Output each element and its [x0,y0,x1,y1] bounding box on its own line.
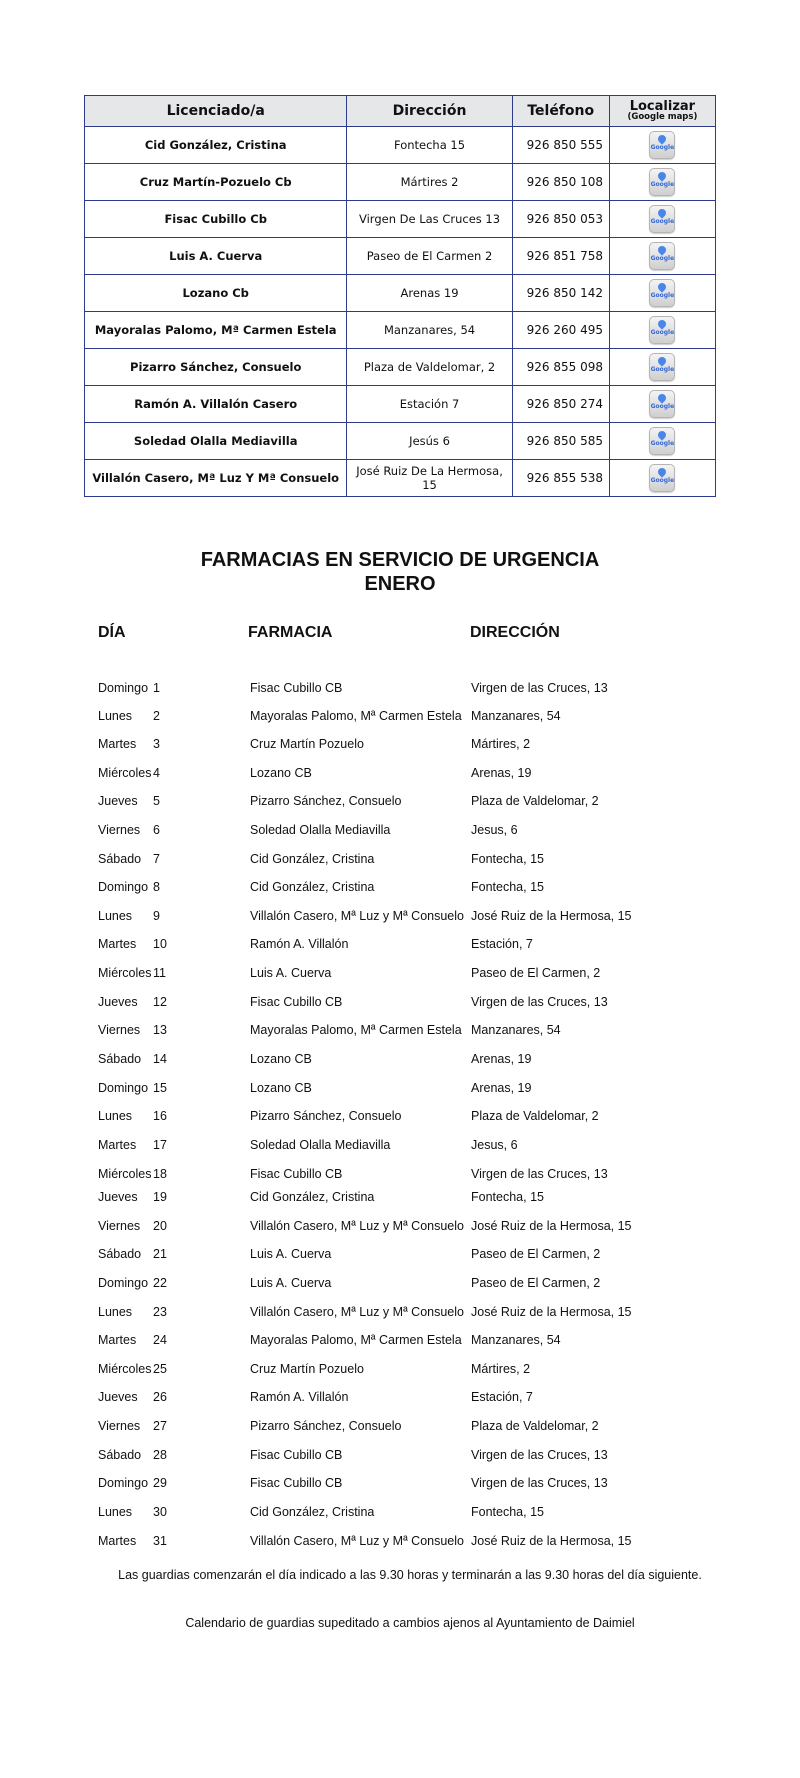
schedule-date: 28 [153,1448,167,1462]
schedule-row [0,823,800,843]
schedule-row [0,1052,800,1072]
schedule-day: Sábado [98,1052,142,1066]
schedule-row [0,1476,800,1496]
schedule-pharmacy: Mayoralas Palomo, Mª Carmen Estela [250,1333,462,1347]
schedule-pharmacy: Fisac Cubillo CB [250,681,343,695]
schedule-day: Miércoles [98,1362,152,1376]
schedule-pharmacy: Cid González, Cristina [250,1190,375,1204]
schedule-address: Manzanares, 54 [471,709,561,723]
schedule-address: Arenas, 19 [471,1052,532,1066]
schedule-day: Miércoles [98,966,152,980]
schedule-day: Lunes [98,1305,133,1319]
pharmacy-phone: 926 855 538 [512,460,609,497]
pharmacy-phone: 926 855 098 [512,349,609,386]
schedule-day: Miércoles [98,1167,152,1181]
schedule-date: 22 [153,1276,167,1290]
schedule-date: 30 [153,1505,167,1519]
schedule-row [0,1505,800,1525]
schedule-day: Domingo [98,1276,149,1290]
schedule-date: 5 [153,794,160,808]
pharmacy-phone: 926 850 108 [512,164,609,201]
pharmacy-phone: 926 850 555 [512,127,609,164]
schedule-address: Paseo de El Carmen, 2 [471,1276,601,1290]
schedule-address: Fontecha, 15 [471,1505,544,1519]
schedule-row [0,794,800,814]
schedule-row [0,1023,800,1043]
schedule-row [0,1109,800,1129]
schedule-date: 7 [153,852,160,866]
header-localizar-sub: (Google maps) [627,112,698,122]
schedule-pharmacy: Villalón Casero, Mª Luz y Mª Consuelo [250,909,464,923]
pharmacy-phone: 926 850 274 [512,386,609,423]
pharmacy-address: Plaza de Valdelomar, 2 [347,349,512,386]
schedule-title: FARMACIAS EN SERVICIO DE URGENCIA [200,549,600,571]
pharmacist-name: Lozano Cb [85,275,347,312]
pharmacy-phone: 926 260 495 [512,312,609,349]
schedule-day: Martes [98,1534,137,1548]
schedule-row [0,1081,800,1101]
schedule-date: 1 [153,681,160,695]
schedule-pharmacy: Cruz Martín Pozuelo [250,1362,364,1376]
schedule-address: Arenas, 19 [471,766,532,780]
schedule-day: Jueves [98,1390,138,1404]
pharmacy-address: Virgen De Las Cruces 13 [347,201,512,238]
schedule-address: Plaza de Valdelomar, 2 [471,1419,599,1433]
schedule-date: 15 [153,1081,167,1095]
schedule-pharmacy: Ramón A. Villalón [250,937,349,951]
schedule-date: 18 [153,1167,167,1181]
pharmacist-name: Cruz Martín-Pozuelo Cb [85,164,347,201]
schedule-pharmacy: Soledad Olalla Mediavilla [250,1138,391,1152]
pharmacist-name: Soledad Olalla Mediavilla [85,423,347,460]
calendario-note: Calendario de guardias supeditado a cambios ajenos al Ayuntamiento de Daimiel [185,1616,635,1630]
schedule-pharmacy: Lozano CB [250,1081,312,1095]
header-licenciado: Licenciado/a [85,96,347,127]
schedule-address: Mártires, 2 [471,737,531,751]
schedule-pharmacy: Fisac Cubillo CB [250,995,343,1009]
google-icon-label: Google [650,181,675,188]
column-header-dia: DÍA [98,624,126,641]
schedule-pharmacy: Fisac Cubillo CB [250,1167,343,1181]
pharmacy-phone: 926 850 053 [512,201,609,238]
schedule-address: Manzanares, 54 [471,1023,561,1037]
column-header-farmacia: FARMACIA [248,624,333,641]
schedule-date: 8 [153,880,160,894]
schedule-day: Viernes [98,1419,141,1433]
schedule-address: Paseo de El Carmen, 2 [471,966,601,980]
schedule-row [0,1390,800,1410]
pharmacy-address: Jesús 6 [347,423,512,460]
schedule-date: 20 [153,1219,167,1233]
google-icon-label: Google [650,440,675,447]
schedule-date: 16 [153,1109,167,1123]
pharmacist-name: Pizarro Sánchez, Consuelo [85,349,347,386]
schedule-month: ENERO [364,573,436,595]
schedule-pharmacy: Pizarro Sánchez, Consuelo [250,1109,402,1123]
pharmacist-name: Cid González, Cristina [85,127,347,164]
schedule-date: 13 [153,1023,167,1037]
schedule-day: Miércoles [98,766,152,780]
schedule-pharmacy: Soledad Olalla Mediavilla [250,823,391,837]
schedule-date: 17 [153,1138,167,1152]
schedule-date: 27 [153,1419,167,1433]
schedule-row [0,709,800,729]
schedule-row [0,966,800,986]
schedule-address: Paseo de El Carmen, 2 [471,1247,601,1261]
schedule-day: Viernes [98,823,141,837]
pharmacy-address: Estación 7 [347,386,512,423]
schedule-address: Virgen de las Cruces, 13 [471,1167,608,1181]
schedule-address: Estación, 7 [471,1390,533,1404]
schedule-day: Domingo [98,681,149,695]
schedule-date: 21 [153,1247,167,1261]
schedule-address: Fontecha, 15 [471,852,544,866]
schedule-address: José Ruiz de la Hermosa, 15 [471,1305,632,1319]
schedule-pharmacy: Cid González, Cristina [250,852,375,866]
schedule-pharmacy: Pizarro Sánchez, Consuelo [250,1419,402,1433]
pharmacy-address: Fontecha 15 [347,127,512,164]
schedule-day: Jueves [98,995,138,1009]
schedule-date: 25 [153,1362,167,1376]
schedule-address: Estación, 7 [471,937,533,951]
google-icon-label: Google [650,366,675,373]
schedule-day: Jueves [98,1190,138,1204]
schedule-address: José Ruiz de la Hermosa, 15 [471,1219,632,1233]
schedule-pharmacy: Villalón Casero, Mª Luz y Mª Consuelo [250,1534,464,1548]
schedule-address: Manzanares, 54 [471,1333,561,1347]
schedule-date: 9 [153,909,160,923]
schedule-row [0,1138,800,1158]
schedule-row [0,681,800,701]
schedule-date: 26 [153,1390,167,1404]
header-telefono: Teléfono [512,96,609,127]
column-header-direccion: DIRECCIÓN [470,624,560,641]
schedule-address: Virgen de las Cruces, 13 [471,1476,608,1490]
pharmacy-phone: 926 850 585 [512,423,609,460]
schedule-pharmacy: Fisac Cubillo CB [250,1448,343,1462]
schedule-day: Sábado [98,852,142,866]
schedule-address: Jesus, 6 [471,823,518,837]
schedule-row [0,1534,800,1554]
schedule-day: Martes [98,1333,137,1347]
pharmacist-name: Mayoralas Palomo, Mª Carmen Estela [85,312,347,349]
schedule-row [0,1333,800,1353]
schedule-day: Viernes [98,1219,141,1233]
schedule-address: Jesus, 6 [471,1138,518,1152]
schedule-row [0,880,800,900]
schedule-pharmacy: Luis A. Cuerva [250,966,332,980]
schedule-pharmacy: Luis A. Cuerva [250,1276,332,1290]
schedule-address: Fontecha, 15 [471,1190,544,1204]
google-icon-label: Google [650,144,675,151]
schedule-pharmacy: Ramón A. Villalón [250,1390,349,1404]
schedule-day: Jueves [98,794,138,808]
schedule-pharmacy: Luis A. Cuerva [250,1247,332,1261]
schedule-row [0,1305,800,1325]
schedule-pharmacy: Mayoralas Palomo, Mª Carmen Estela [250,709,462,723]
schedule-row [0,1247,800,1267]
schedule-day: Martes [98,1138,137,1152]
pharmacist-name: Fisac Cubillo Cb [85,201,347,238]
schedule-address: José Ruiz de la Hermosa, 15 [471,909,632,923]
google-icon-label: Google [650,477,675,484]
schedule-row [0,1167,800,1187]
schedule-date: 11 [153,966,166,980]
schedule-row [0,852,800,872]
schedule-date: 19 [153,1190,167,1204]
schedule-date: 29 [153,1476,167,1490]
pharmacy-phone: 926 850 142 [512,275,609,312]
schedule-pharmacy: Cruz Martín Pozuelo [250,737,364,751]
schedule-address: Virgen de las Cruces, 13 [471,681,608,695]
schedule-day: Lunes [98,909,133,923]
schedule-date: 24 [153,1333,167,1347]
schedule-pharmacy: Pizarro Sánchez, Consuelo [250,794,402,808]
schedule-row [0,909,800,929]
schedule-address: Virgen de las Cruces, 13 [471,1448,608,1462]
pharmacy-address: Mártires 2 [347,164,512,201]
pharmacy-address: Paseo de El Carmen 2 [347,238,512,275]
schedule-day: Viernes [98,1023,141,1037]
schedule-address: Virgen de las Cruces, 13 [471,995,608,1009]
schedule-address: José Ruiz de la Hermosa, 15 [471,1534,632,1548]
header-localizar-label: Localizar [629,99,696,114]
schedule-row [0,1190,800,1210]
google-icon-label: Google [650,218,675,225]
schedule-date: 23 [153,1305,167,1319]
schedule-pharmacy: Lozano CB [250,766,312,780]
schedule-row [0,766,800,786]
schedule-address: Fontecha, 15 [471,880,544,894]
schedule-pharmacy: Cid González, Cristina [250,880,375,894]
pharmacist-name: Luis A. Cuerva [85,238,347,275]
schedule-row [0,737,800,757]
schedule-row [0,1276,800,1296]
schedule-address: Mártires, 2 [471,1362,531,1376]
schedule-day: Lunes [98,709,133,723]
pharmacy-phone: 926 851 758 [512,238,609,275]
schedule-day: Lunes [98,1505,133,1519]
schedule-pharmacy: Villalón Casero, Mª Luz y Mª Consuelo [250,1305,464,1319]
schedule-day: Sábado [98,1448,142,1462]
schedule-day: Sábado [98,1247,142,1261]
schedule-row [0,1448,800,1468]
schedule-date: 4 [153,766,160,780]
schedule-pharmacy: Cid González, Cristina [250,1505,375,1519]
schedule-pharmacy: Lozano CB [250,1052,312,1066]
pharmacist-name: Ramón A. Villalón Casero [85,386,347,423]
schedule-address: Plaza de Valdelomar, 2 [471,1109,599,1123]
schedule-address: Arenas, 19 [471,1081,532,1095]
pharmacy-address: José Ruiz De La Hermosa, 15 [347,460,512,497]
schedule-address: Plaza de Valdelomar, 2 [471,794,599,808]
google-icon-label: Google [650,329,675,336]
schedule-date: 10 [153,937,167,951]
schedule-day: Lunes [98,1109,133,1123]
schedule-row [0,1419,800,1439]
schedule-row [0,937,800,957]
schedule-day: Domingo [98,880,149,894]
schedule-date: 6 [153,823,160,837]
schedule-date: 14 [153,1052,167,1066]
pharmacy-address: Arenas 19 [347,275,512,312]
schedule-row [0,1219,800,1239]
schedule-pharmacy: Fisac Cubillo CB [250,1476,343,1490]
schedule-row [0,995,800,1015]
schedule-day: Martes [98,937,137,951]
schedule-date: 3 [153,737,160,751]
google-icon-label: Google [650,292,675,299]
pharmacist-name: Villalón Casero, Mª Luz Y Mª Consuelo [85,460,347,497]
schedule-day: Domingo [98,1476,149,1490]
schedule-row [0,1362,800,1382]
schedule-date: 12 [153,995,167,1009]
pharmacy-address: Manzanares, 54 [347,312,512,349]
google-icon-label: Google [650,403,675,410]
google-icon-label: Google [650,255,675,262]
schedule-day: Domingo [98,1081,149,1095]
guardias-note: Las guardias comenzarán el día indicado a las 9.30 horas y terminarán a las 9.30 horas del día siguiente. [118,1568,702,1582]
schedule-pharmacy: Villalón Casero, Mª Luz y Mª Consuelo [250,1219,464,1233]
schedule-pharmacy: Mayoralas Palomo, Mª Carmen Estela [250,1023,462,1037]
schedule-day: Martes [98,737,137,751]
schedule-date: 31 [153,1534,167,1548]
header-direccion: Dirección [347,96,512,127]
schedule-date: 2 [153,709,160,723]
